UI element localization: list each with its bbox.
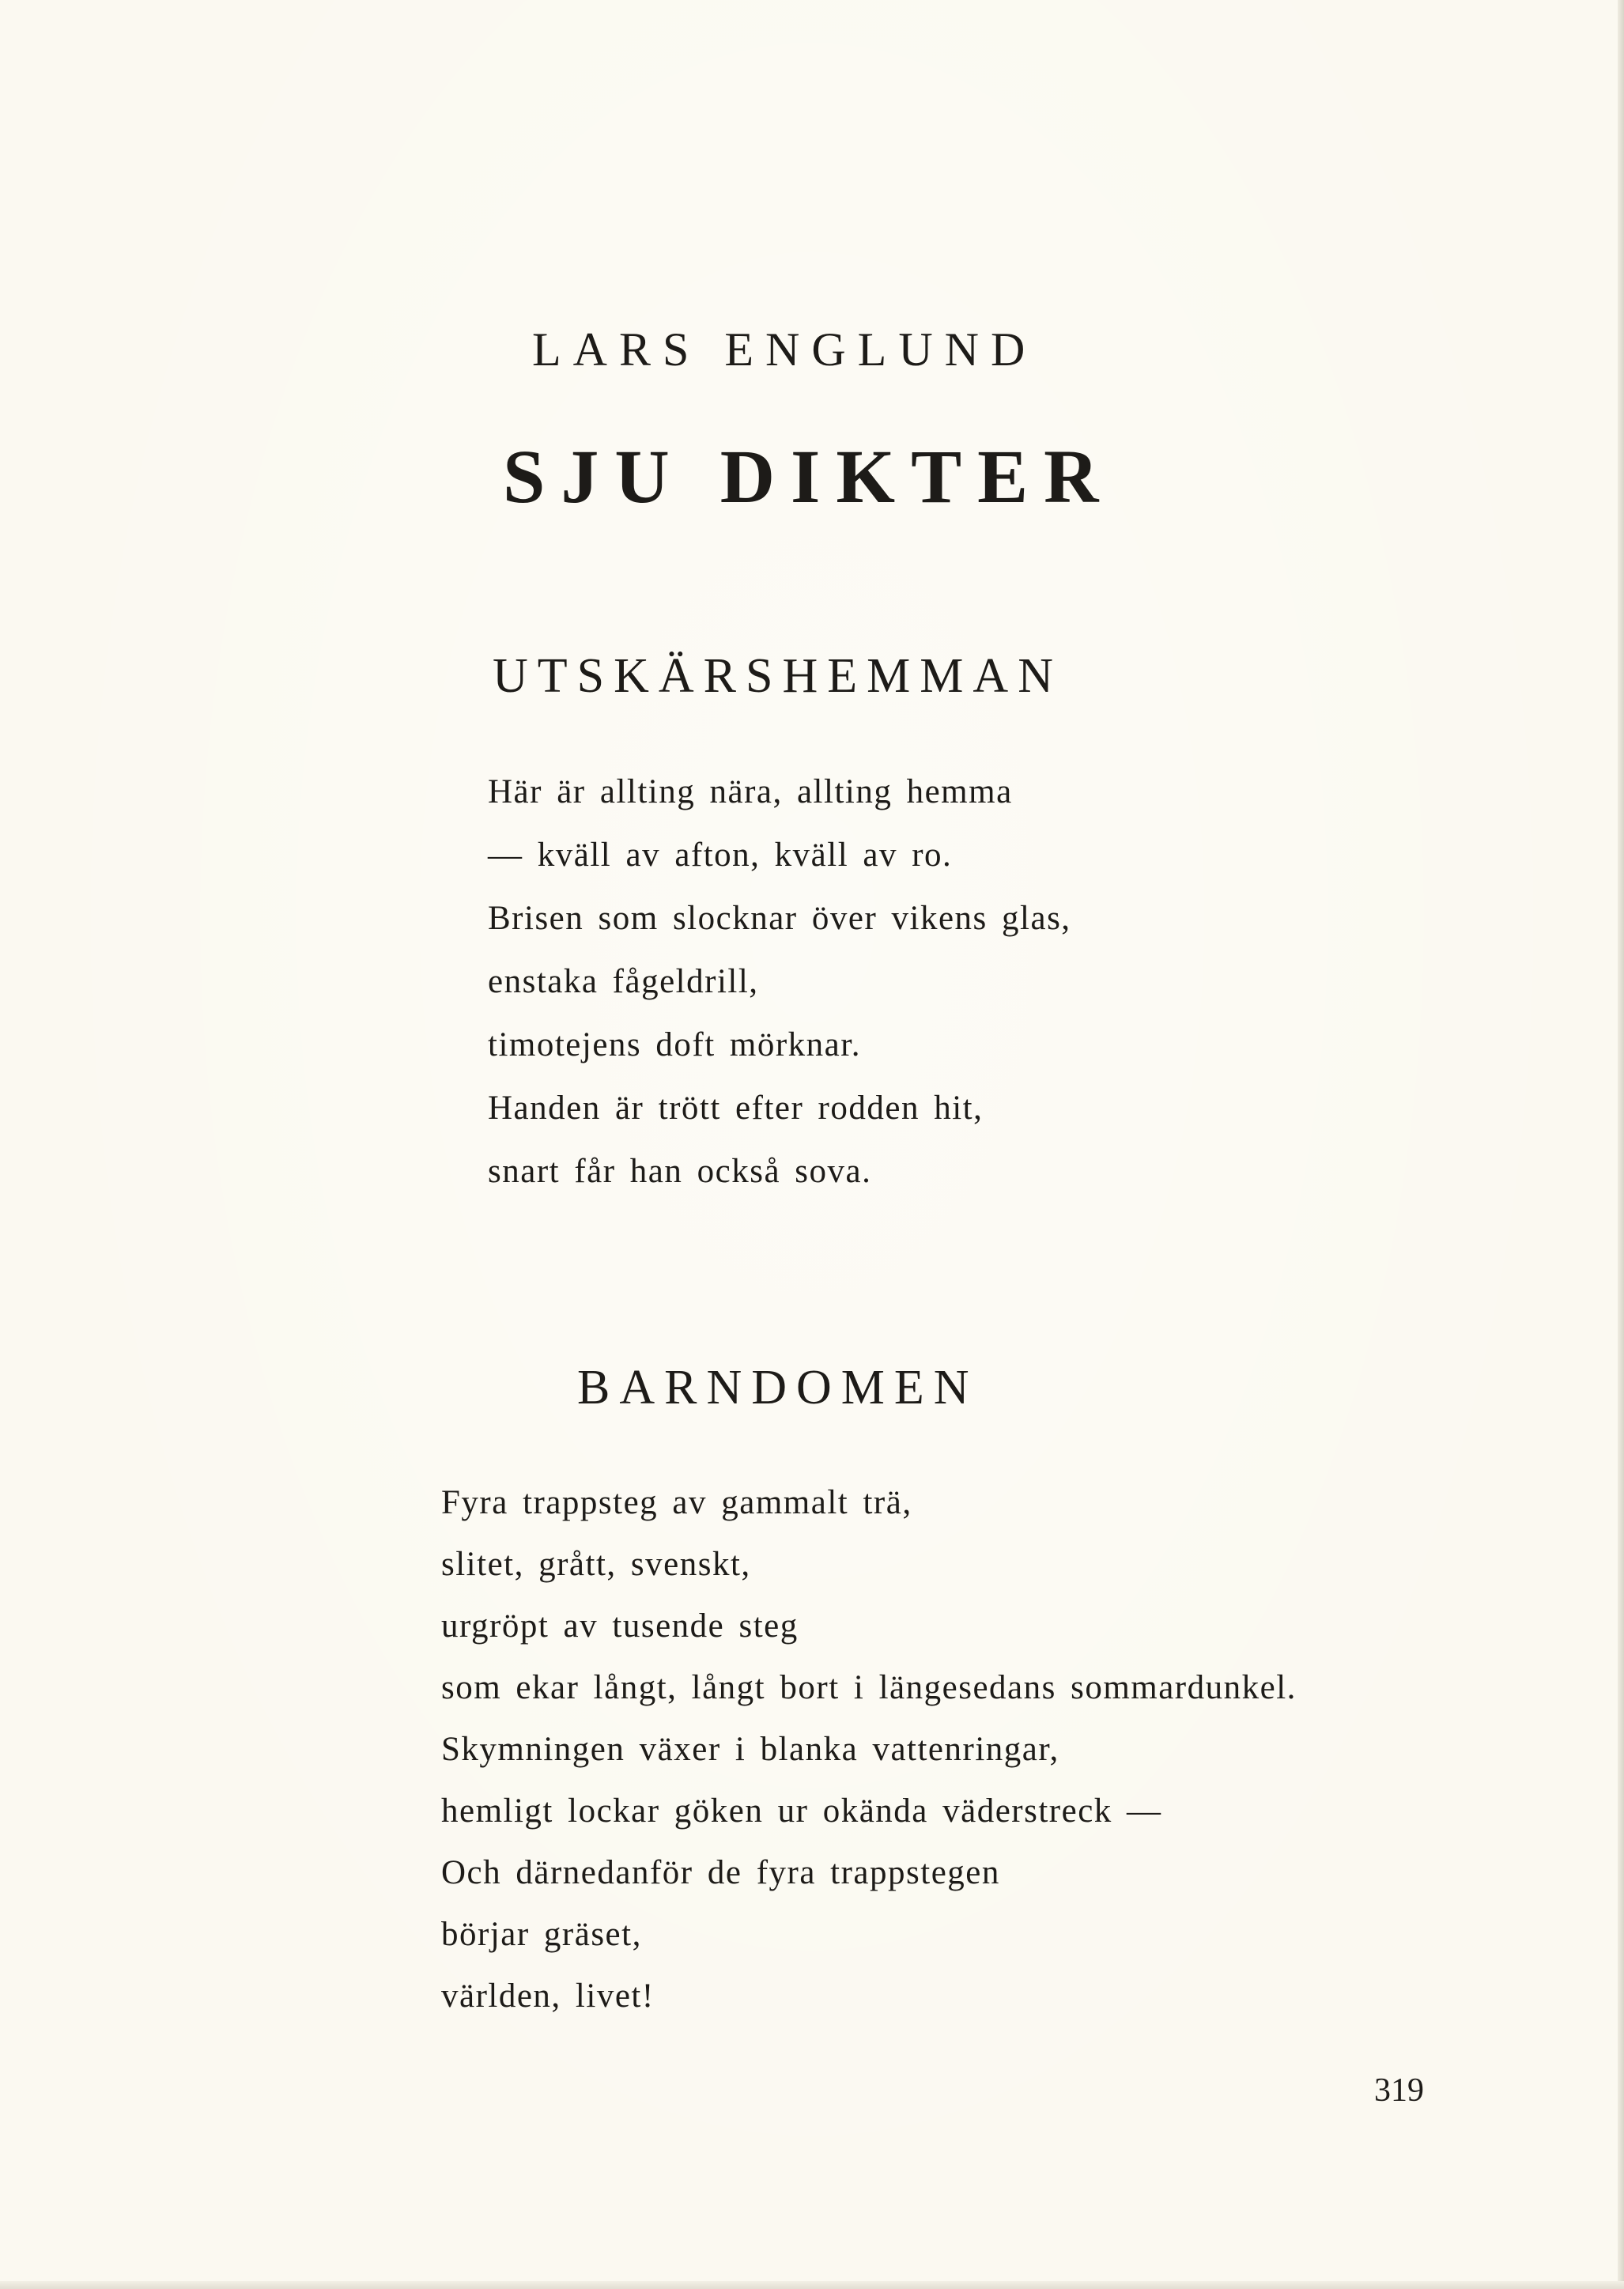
poem-line: Handen är trött efter rodden hit, xyxy=(488,1090,984,1127)
poem-line: enstaka fågeldrill, xyxy=(488,963,759,1000)
poem-line: Skymningen växer i blanka vattenringar, xyxy=(441,1731,1059,1768)
poem-line: hemligt lockar göken ur okända väderstreck — xyxy=(441,1792,1162,1830)
book-title: SJU DIKTER xyxy=(503,434,1115,519)
poem-line: Brisen som slocknar över vikens glas, xyxy=(488,900,1071,937)
poem-line: slitet, grått, svenskt, xyxy=(441,1546,751,1583)
poem-line: Och därnedanför de fyra trappstegen xyxy=(441,1854,1000,1891)
poem-title-utskarshemman: UTSKÄRSHEMMAN xyxy=(493,649,1063,703)
poem-line: — kväll av afton, kväll av ro. xyxy=(488,837,953,874)
poem-line: börjar gräset, xyxy=(441,1916,642,1953)
poem-line: Här är allting nära, allting hemma xyxy=(488,773,1013,810)
page-number: 319 xyxy=(1374,2072,1424,2109)
poem-body-barndomen xyxy=(441,1472,1297,2027)
page-bottom-edge xyxy=(0,2281,1624,2289)
poem-line: snart får han också sova. xyxy=(488,1153,872,1190)
author-name: LARS ENGLUND xyxy=(532,323,1037,376)
poem-title-barndomen: BARNDOMEN xyxy=(577,1361,979,1415)
poem-body-utskarshemman xyxy=(488,761,1071,1203)
poem-line: Fyra trappsteg av gammalt trä, xyxy=(441,1484,912,1521)
poem-line: timotejens doft mörknar. xyxy=(488,1026,861,1063)
poem-line: urgröpt av tusende steg xyxy=(441,1607,799,1645)
page-right-edge xyxy=(1618,0,1624,2289)
poem-line: som ekar långt, långt bort i längesedans sommardunkel. xyxy=(441,1669,1297,1706)
poem-line: världen, livet! xyxy=(441,1977,655,2015)
